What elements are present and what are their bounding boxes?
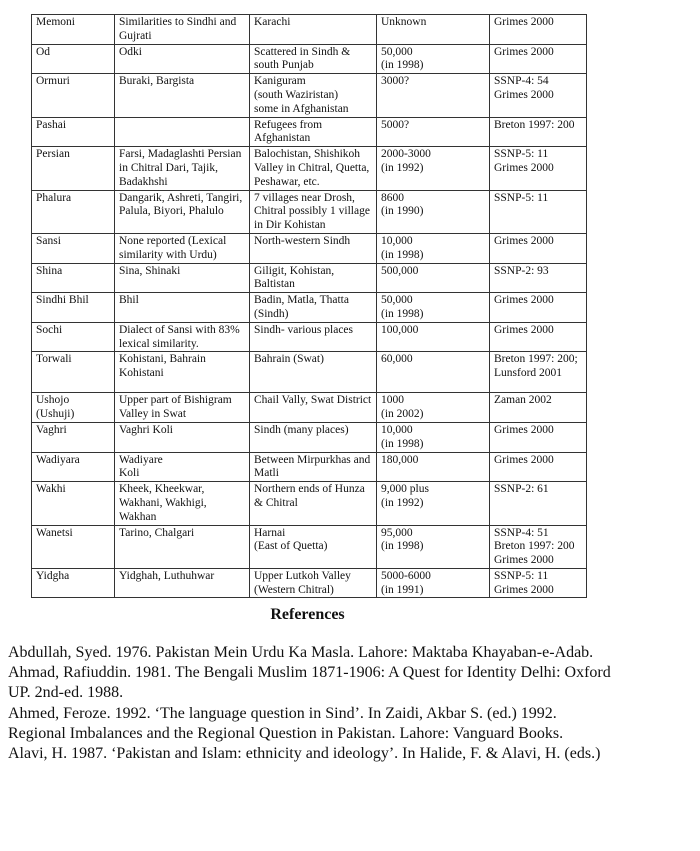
table-cell-source: Grimes 2000 <box>490 293 587 323</box>
table-cell-similarities: Tarino, Chalgari <box>115 525 250 568</box>
languages-table-body <box>32 15 587 598</box>
table-cell-source: SSNP-4: 51 Breton 1997: 200 Grimes 2000 <box>490 525 587 568</box>
table-cell-location: Upper Lutkoh Valley (Western Chitral) <box>250 568 377 598</box>
table-row <box>32 568 587 598</box>
table-cell-location: Badin, Matla, Thatta (Sindh) <box>250 293 377 323</box>
table-cell-language: Sindhi Bhil <box>32 293 115 323</box>
table-cell-population: 8600 (in 1990) <box>377 190 490 233</box>
table-row <box>32 15 587 45</box>
table-row <box>32 422 587 452</box>
table-cell-population: 60,000 <box>377 352 490 393</box>
table-cell-source: SSNP-5: 11 <box>490 190 587 233</box>
table-cell-similarities <box>115 117 250 147</box>
table-cell-source: SSNP-2: 93 <box>490 263 587 293</box>
table-cell-similarities: Buraki, Bargista <box>115 74 250 117</box>
table-cell-population: 10,000 (in 1998) <box>377 233 490 263</box>
table-cell-population: 2000-3000 (in 1992) <box>377 147 490 190</box>
table-cell-source: SSNP-5: 11 Grimes 2000 <box>490 568 587 598</box>
table-cell-location: Balochistan, Shishikoh Valley in Chitral, Quetta, Peshawar, etc. <box>250 147 377 190</box>
table-cell-language: Sansi <box>32 233 115 263</box>
table-cell-population: 100,000 <box>377 322 490 352</box>
table-cell-source: SSNP-2: 61 <box>490 482 587 525</box>
references-list <box>8 643 618 764</box>
table-cell-location: Between Mirpurkhas and Matli <box>250 452 377 482</box>
table-row <box>32 263 587 293</box>
table-cell-population: 3000? <box>377 74 490 117</box>
table-cell-source: Grimes 2000 <box>490 322 587 352</box>
table-cell-language: Ushojo (Ushuji) <box>32 393 115 423</box>
table-cell-language: Torwali <box>32 352 115 393</box>
table-cell-source: Grimes 2000 <box>490 422 587 452</box>
table-cell-language: Ormuri <box>32 74 115 117</box>
table-row <box>32 482 587 525</box>
table-row <box>32 44 587 74</box>
table-cell-language: Persian <box>32 147 115 190</box>
table-row <box>32 117 587 147</box>
table-cell-language: Shina <box>32 263 115 293</box>
table-row <box>32 352 587 393</box>
table-row <box>32 452 587 482</box>
table-cell-similarities: Yidghah, Luthuhwar <box>115 568 250 598</box>
table-cell-location: Chail Vally, Swat District <box>250 393 377 423</box>
table-cell-population: 5000? <box>377 117 490 147</box>
table-cell-location: Bahrain (Swat) <box>250 352 377 393</box>
table-row <box>32 74 587 117</box>
reference-entry: Ahmed, Feroze. 1992. ‘The language question in Sind’. In Zaidi, Akbar S. (ed.) 1992. Regional Imbalances and the Regional Question in Pakistan. Lahore: Vanguard Books. <box>8 704 564 742</box>
table-row <box>32 322 587 352</box>
table-cell-similarities: Odki <box>115 44 250 74</box>
table-cell-population: 180,000 <box>377 452 490 482</box>
table-cell-language: Wakhi <box>32 482 115 525</box>
table-cell-similarities: Upper part of Bishigram Valley in Swat <box>115 393 250 423</box>
table-cell-location: 7 villages near Drosh, Chitral possibly 1 village in Dir Kohistan <box>250 190 377 233</box>
languages-table <box>31 14 587 598</box>
table-cell-location: North-western Sindh <box>250 233 377 263</box>
table-cell-source: Grimes 2000 <box>490 452 587 482</box>
table-cell-location: Kaniguram (south Waziristan) some in Afghanistan <box>250 74 377 117</box>
table-cell-source: SSNP-5: 11 Grimes 2000 <box>490 147 587 190</box>
table-cell-language: Memoni <box>32 15 115 45</box>
reference-entry: Abdullah, Syed. 1976. Pakistan Mein Urdu Ka Masla. Lahore: Maktaba Khayaban-e-Adab. <box>8 644 594 661</box>
table-cell-source: Breton 1997: 200 <box>490 117 587 147</box>
table-row <box>32 525 587 568</box>
table-cell-location: Giligit, Kohistan, Baltistan <box>250 263 377 293</box>
table-cell-source: Grimes 2000 <box>490 233 587 263</box>
table-cell-population: 95,000 (in 1998) <box>377 525 490 568</box>
table-cell-source: Zaman 2002 <box>490 393 587 423</box>
table-cell-language: Sochi <box>32 322 115 352</box>
table-cell-similarities: Kheek, Kheekwar, Wakhani, Wakhigi, Wakhan <box>115 482 250 525</box>
table-cell-source: Grimes 2000 <box>490 15 587 45</box>
table-cell-similarities: Sina, Shinaki <box>115 263 250 293</box>
table-cell-location: Sindh- various places <box>250 322 377 352</box>
table-cell-location: Northern ends of Hunza & Chitral <box>250 482 377 525</box>
table-cell-similarities: Dangarik, Ashreti, Tangiri, Palula, Biyori, Phalulo <box>115 190 250 233</box>
table-cell-source: Breton 1997: 200; Lunsford 2001 <box>490 352 587 393</box>
table-row <box>32 147 587 190</box>
table-cell-population: 50,000 (in 1998) <box>377 293 490 323</box>
table-cell-population: 50,000 (in 1998) <box>377 44 490 74</box>
table-row <box>32 190 587 233</box>
table-cell-language: Wadiyara <box>32 452 115 482</box>
table-cell-similarities: Wadiyare Koli <box>115 452 250 482</box>
table-cell-population: 500,000 <box>377 263 490 293</box>
table-cell-population: 9,000 plus (in 1992) <box>377 482 490 525</box>
table-row <box>32 293 587 323</box>
table-cell-language: Od <box>32 44 115 74</box>
reference-entry: Alavi, H. 1987. ‘Pakistan and Islam: ethnicity and ideology’. In Halide, F. & Alavi, H. (eds.) <box>8 745 601 763</box>
table-cell-source: SSNP-4: 54 Grimes 2000 <box>490 74 587 117</box>
table-cell-location: Karachi <box>250 15 377 45</box>
table-cell-language: Vaghri <box>32 422 115 452</box>
table-cell-language: Wanetsi <box>32 525 115 568</box>
references-heading: References <box>270 606 345 623</box>
table-cell-location: Refugees from Afghanistan <box>250 117 377 147</box>
table-cell-population: 1000 (in 2002) <box>377 393 490 423</box>
table-cell-similarities: Farsi, Madaglashti Persian in Chitral Dari, Tajik, Badakhshi <box>115 147 250 190</box>
table-cell-location: Harnai (East of Quetta) <box>250 525 377 568</box>
table-cell-similarities: Bhil <box>115 293 250 323</box>
table-cell-location: Sindh (many places) <box>250 422 377 452</box>
table-cell-location: Scattered in Sindh & south Punjab <box>250 44 377 74</box>
table-row <box>32 233 587 263</box>
table-row <box>32 393 587 423</box>
table-cell-population: Unknown <box>377 15 490 45</box>
table-cell-similarities: Similarities to Sindhi and Gujrati <box>115 15 250 45</box>
table-cell-population: 10,000 (in 1998) <box>377 422 490 452</box>
table-cell-similarities: Kohistani, Bahrain Kohistani <box>115 352 250 393</box>
table-cell-population: 5000-6000 (in 1991) <box>377 568 490 598</box>
table-cell-language: Pashai <box>32 117 115 147</box>
table-cell-similarities: Vaghri Koli <box>115 422 250 452</box>
table-cell-language: Yidgha <box>32 568 115 598</box>
table-cell-similarities: Dialect of Sansi with 83% lexical similarity. <box>115 322 250 352</box>
table-cell-similarities: None reported (Lexical similarity with Urdu) <box>115 233 250 263</box>
reference-entry: Ahmad, Rafiuddin. 1981. The Bengali Muslim 1871-1906: A Quest for Identity Delhi: Oxford UP. 2nd-ed. 1988. <box>8 664 611 702</box>
table-cell-language: Phalura <box>32 190 115 233</box>
table-cell-source: Grimes 2000 <box>490 44 587 74</box>
